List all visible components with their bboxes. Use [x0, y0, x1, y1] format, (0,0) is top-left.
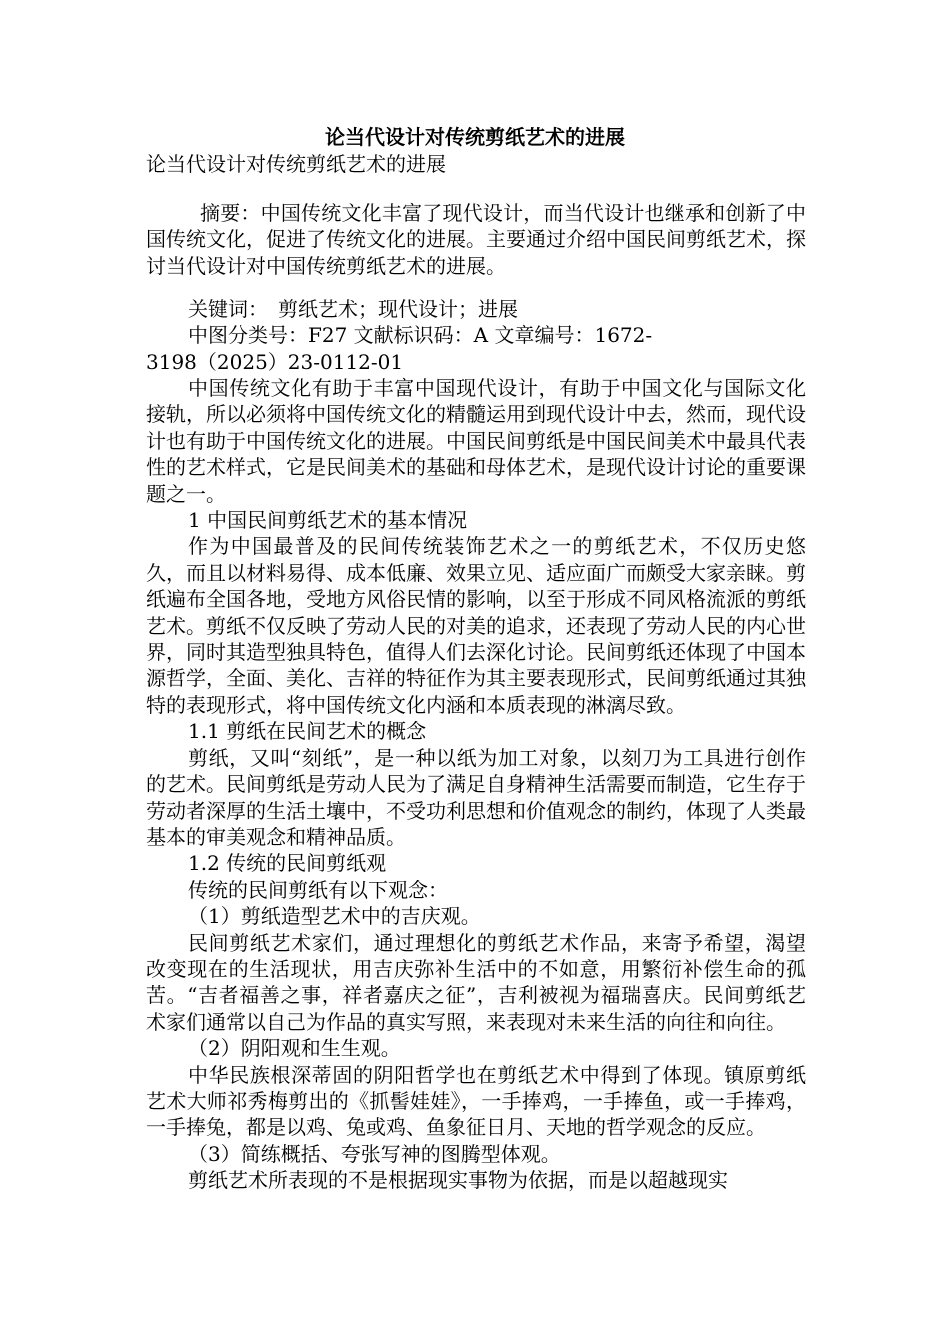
section-1-paragraph: 作为中国最普及的民间传统装饰艺术之一的剪纸艺术，不仅历史悠久，而且以材料易得、成本低廉、效果立见、适应面广而颇受大家亲睐。剪纸遍布全国各地，受地方风俗民情的影响，以至于形成不同风格流派的剪纸艺术。剪纸不仅反映了劳动人民的对美的追求，还表现了劳动人民的内心世界，同时其造型独具特色，值得人们去深化讨论。民间剪纸还体现了中国本源哲学，全面、美化、吉祥的特征作为其主要表现形式，民间剪纸通过其独特的表现形式，将中国传统文化内涵和本质表现的淋漓尽致。: [146, 534, 806, 717]
section-1-1-paragraph: 剪纸，又叫“刻纸”，是一种以纸为加工对象，以刻刀为工具进行创作的艺术。民间剪纸是劳动人民为了满足自身精神生活需要而制造，它生存于劳动者深厚的生活土壤中，不受功利思想和价值观念的制约，体现了人类最基本的审美观念和精神品质。: [146, 745, 806, 849]
classification-line-continued: 3198（2025）23-0112-01: [146, 349, 404, 374]
list-item-2: （2）阴阳观和生生观。: [188, 1036, 401, 1061]
keywords-line: 关键词： 剪纸艺术；现代设计；进展: [188, 297, 518, 321]
section-1-2-paragraph: 传统的民间剪纸有以下观念：: [188, 877, 448, 902]
document-subtitle: 论当代设计对传统剪纸艺术的进展: [146, 152, 446, 176]
list-item-1: （1）剪纸造型艺术中的吉庆观。: [188, 904, 481, 929]
list-item-3-paragraph: 剪纸艺术所表现的不是根据现实事物为依据，而是以超越现实: [188, 1168, 728, 1193]
main-body: [146, 375, 806, 1194]
section-heading-1-1: 1.1 剪纸在民间艺术的概念: [188, 719, 427, 744]
document-title: 论当代设计对传统剪纸艺术的进展: [325, 125, 625, 149]
abstract-block: [146, 200, 806, 279]
intro-paragraph: 中国传统文化有助于丰富中国现代设计，有助于中国文化与国际文化接轨，所以必须将中国传统文化的精髓运用到现代设计中去，然而，现代设计也有助于中国传统文化的进展。中国民间剪纸是中国民间美术中最具代表性的艺术样式，它是民间美术的基础和母体艺术，是现代设计讨论的重要课题之一。: [146, 376, 806, 506]
list-item-1-paragraph: 民间剪纸艺术家们，通过理想化的剪纸艺术作品，来寄予希望，渴望改变现在的生活现状，用吉庆弥补生活中的不如意，用繁衍补偿生命的孤苦。“吉者福善之事，祥者嘉庆之征”，吉利被视为福瑞喜庆。民间剪纸艺术家们通常以自己为作品的真实写照，来表现对未来生活的向往和向往。: [146, 930, 806, 1034]
list-item-2-paragraph: 中华民族根深蒂固的阴阳哲学也在剪纸艺术中得到了体现。镇原剪纸艺术大师祁秀梅剪出的《抓髻娃娃》，一手捧鸡，一手捧鱼，或一手捧鸡，一手捧兔，都是以鸡、兔或鸡、鱼象征日月、天地的哲学观念的反应。: [146, 1062, 806, 1140]
list-item-3: （3）简练概括、夸张写神的图腾型体观。: [188, 1141, 561, 1166]
section-heading-1-2: 1.2 传统的民间剪纸观: [188, 851, 387, 876]
section-heading-1: 1 中国民间剪纸艺术的基本情况: [188, 508, 468, 533]
classification-line: 中图分类号：F27 文献标识码：A 文章编号：1672-: [188, 323, 653, 348]
abstract-paragraph: 摘要：中国传统文化丰富了现代设计，而当代设计也继承和创新了中国传统文化，促进了传统文化的进展。主要通过介绍中国民间剪纸艺术，探讨当代设计对中国传统剪纸艺术的进展。: [146, 201, 806, 278]
metadata-block: [146, 296, 806, 375]
